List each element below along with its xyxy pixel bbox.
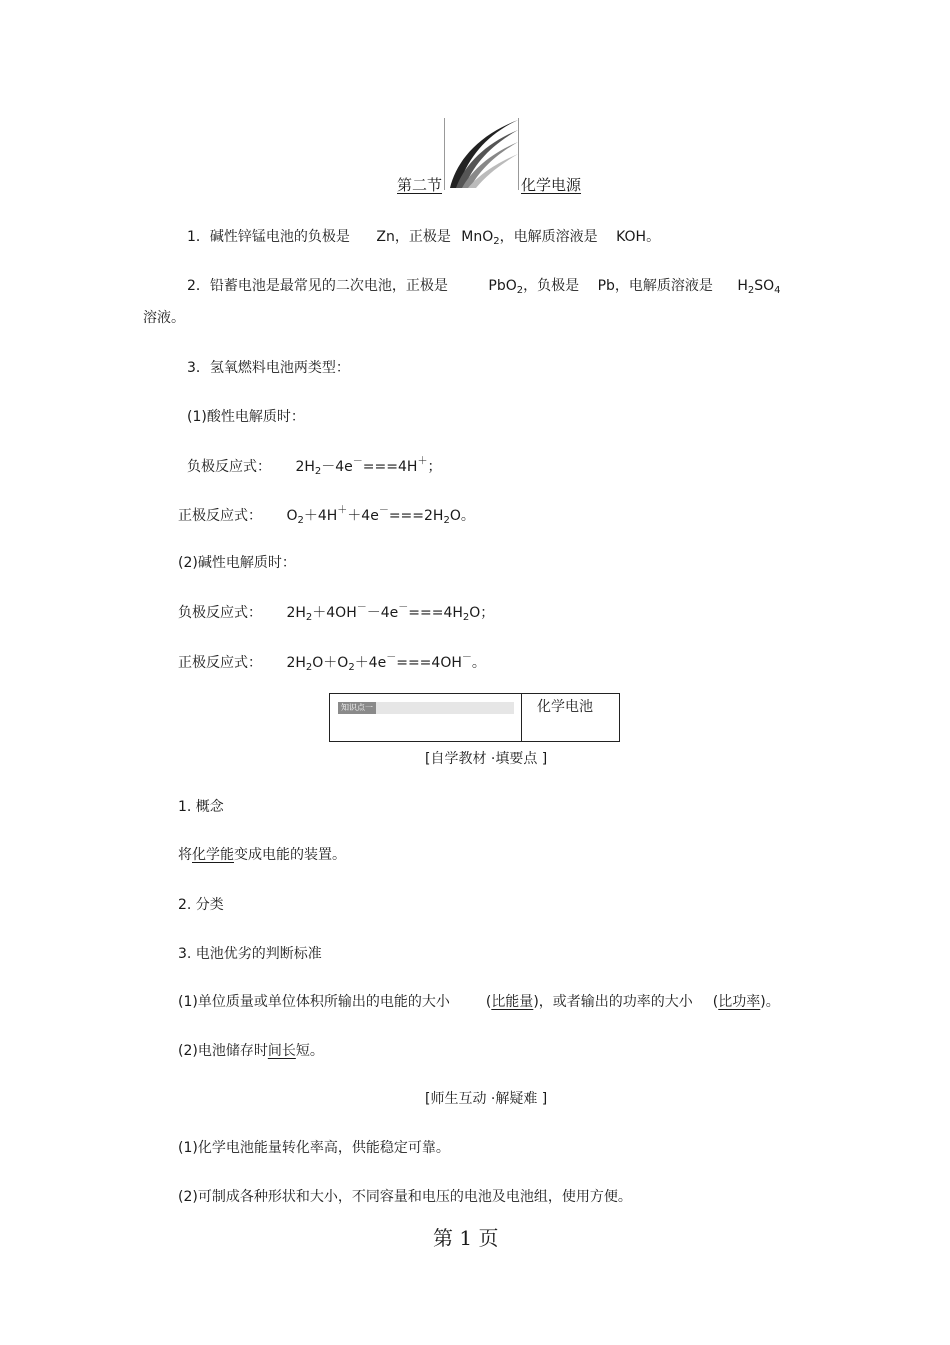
acid-heading: (1)酸性电解质时： [187, 409, 305, 425]
interaction-point-2: (2)可制成各种形状和大小，不同容量和电压的电池及电池组，使用方便。 [178, 1189, 632, 1205]
header-left-divider [444, 118, 445, 190]
criteria-item-2: (2)电池储存时间长短。 [178, 1043, 324, 1059]
intro-paragraph-1 [187, 226, 660, 247]
alkaline-positive-equation [178, 648, 486, 673]
equation-formula: $2H_2O+O_2+4e^-===4OH^-$。 [286, 652, 486, 673]
intro-paragraph-2-wrap: 溶液。 [143, 310, 185, 326]
text: 铅蓄电池是最常见的二次电池，正极是 [209, 278, 448, 294]
criteria-item-1: (1)单位质量或单位体积所输出的电能的大小 (比能量)，或者输出的功率的大小 (比功率)。 [178, 994, 780, 1010]
knowledge-box-divider [521, 694, 522, 741]
positive-electrode: MnO$_2$ [461, 229, 500, 247]
equation-formula: $2H_2+4OH^--4e^-===4H_2O$； [286, 602, 495, 623]
electrolyte: $H_2SO_4$ [737, 278, 781, 296]
section-label: 第二节 [397, 176, 443, 194]
classification-heading: 2. 分类 [178, 897, 224, 913]
equation-formula: $2H_2-4e^-===4H^+$； [295, 456, 442, 477]
blank-specific-power: 比功率 [718, 994, 761, 1010]
negative-electrode: Zn [376, 229, 395, 245]
knowledge-point-box [329, 693, 620, 742]
positive-electrode: PbO$_2$ [488, 278, 524, 296]
text: ，电解质溶液是 [499, 229, 598, 245]
interaction-point-1: (1)化学电池能量转化率高，供能稳定可靠。 [178, 1140, 450, 1156]
item-number: 2． [187, 278, 210, 294]
item-number: 1． [187, 229, 210, 245]
negative-electrode: Pb [597, 278, 615, 294]
knowledge-title: 化学电池 [537, 699, 593, 715]
text: 碱性锌锰电池的负极是 [209, 229, 350, 245]
equation-formula: $O_2+4H^++4e^-===2H_2O$。 [286, 505, 475, 526]
intro-paragraph-2 [187, 275, 781, 296]
equation-label: 正极反应式： [178, 655, 262, 671]
concept-heading: 1. 概念 [178, 799, 224, 815]
feather-emblem-icon [446, 118, 520, 190]
equation-label: 负极反应式： [187, 459, 271, 475]
concept-text: 将化学能变成电能的装置。 [178, 847, 346, 863]
equation-label: 负极反应式： [178, 605, 262, 621]
alkaline-negative-equation [178, 598, 494, 623]
text: ，负极是 [523, 278, 580, 294]
self-study-heading: [自学教材 ·填要点 ] [425, 751, 548, 767]
page-number: 第 1 页 [433, 1226, 499, 1250]
interaction-heading: [师生互动 ·解疑难 ] [425, 1091, 548, 1107]
equation-label: 正极反应式： [178, 508, 262, 524]
intro-paragraph-3: 3．氢氧燃料电池两类型： [187, 360, 350, 376]
section-title: 化学电源 [521, 176, 582, 194]
text: ，正极是 [394, 229, 451, 245]
criteria-heading: 3. 电池优劣的判断标准 [178, 946, 322, 962]
text: 。 [646, 229, 661, 245]
blank-specific-energy: 比能量 [491, 994, 534, 1010]
blank-chemical-energy: 化学能 [192, 847, 234, 863]
alkaline-heading: (2)碱性电解质时： [178, 555, 296, 571]
blank-storage-time: 间长 [267, 1043, 296, 1059]
acid-negative-equation [187, 452, 441, 477]
acid-positive-equation [178, 501, 475, 526]
text: ，电解质溶液是 [614, 278, 713, 294]
electrolyte: KOH [616, 229, 647, 245]
knowledge-tag: 知识点一 [338, 702, 376, 714]
